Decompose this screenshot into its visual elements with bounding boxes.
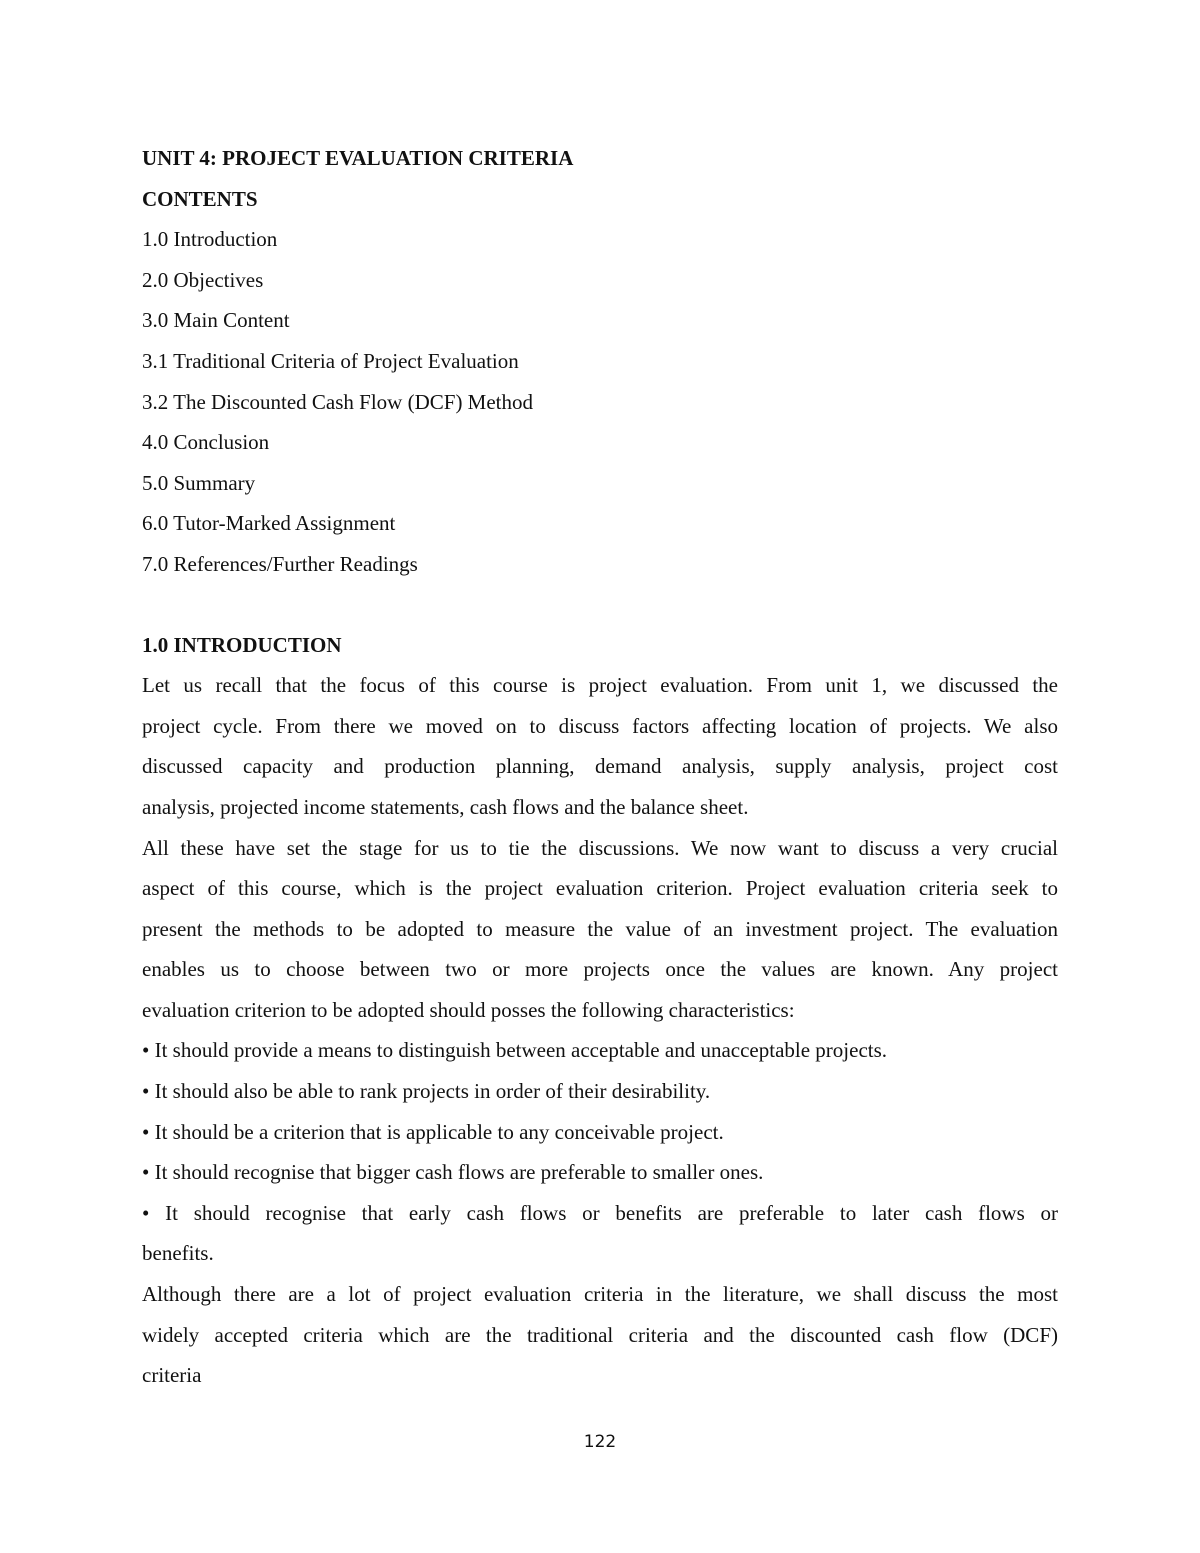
paragraph-line: Let us recall that the focus of this course is project evaluation. From unit 1, we discussed the — [142, 673, 1058, 698]
contents-item: 5.0 Summary — [142, 470, 256, 495]
paragraph-line: evaluation criterion to be adopted should posses the following characteristics: — [142, 997, 795, 1022]
contents-heading: CONTENTS — [142, 186, 258, 211]
bullet-item: • It should also be able to rank projects in order of their desirability. — [142, 1079, 711, 1104]
bullet-item: • It should provide a means to distinguish between acceptable and unacceptable projects. — [142, 1038, 888, 1063]
paragraph-line: aspect of this course, which is the project evaluation criterion. Project evaluation criteria seek to — [142, 876, 1058, 901]
contents-item: 3.2 The Discounted Cash Flow (DCF) Method — [142, 389, 534, 414]
bullet-item: • It should recognise that bigger cash flows are preferable to smaller ones. — [142, 1160, 764, 1185]
paragraph-line: All these have set the stage for us to tie the discussions. We now want to discuss a very crucial — [142, 835, 1058, 860]
paragraph-line: project cycle. From there we moved on to discuss factors affecting location of projects. We also — [142, 713, 1058, 738]
paragraph-line: discussed capacity and production planning, demand analysis, supply analysis, project cost — [142, 754, 1058, 779]
contents-item: 1.0 Introduction — [142, 227, 278, 252]
paragraph-line: widely accepted criteria which are the traditional criteria and the discounted cash flow (DCF) — [142, 1322, 1058, 1347]
introduction-heading: 1.0 INTRODUCTION — [142, 632, 342, 657]
contents-list — [142, 219, 1058, 584]
paragraph-line: criteria — [142, 1363, 202, 1388]
introduction-paragraph-3 — [142, 1274, 1058, 1396]
bullet-item: • It should be a criterion that is applicable to any conceivable project. — [142, 1119, 724, 1144]
contents-item: 3.0 Main Content — [142, 308, 290, 333]
unit-title: UNIT 4: PROJECT EVALUATION CRITERIA — [142, 146, 574, 170]
bullet-item-continuation: benefits. — [142, 1241, 214, 1266]
contents-item: 2.0 Objectives — [142, 267, 264, 292]
paragraph-line: enables us to choose between two or more projects once the values are known. Any project — [142, 957, 1058, 982]
characteristics-list — [142, 1030, 1058, 1274]
contents-item: 4.0 Conclusion — [142, 430, 270, 455]
contents-item: 6.0 Tutor-Marked Assignment — [142, 511, 396, 536]
section-spacer — [142, 585, 1058, 625]
paragraph-line: Although there are a lot of project evaluation criteria in the literature, we shall discuss the most — [142, 1282, 1058, 1307]
bullet-item: • It should recognise that early cash flows or benefits are preferable to later cash flows or — [142, 1200, 1058, 1225]
contents-item: 3.1 Traditional Criteria of Project Evaluation — [142, 348, 519, 373]
page-body — [142, 138, 1058, 1396]
introduction-paragraph-1 — [142, 665, 1058, 827]
paragraph-line: analysis, projected income statements, cash flows and the balance sheet. — [142, 794, 749, 819]
page-number: 122 — [583, 1432, 617, 1452]
introduction-paragraph-2 — [142, 828, 1058, 1031]
paragraph-line: present the methods to be adopted to measure the value of an investment project. The evaluation — [142, 916, 1058, 941]
contents-item: 7.0 References/Further Readings — [142, 551, 418, 576]
